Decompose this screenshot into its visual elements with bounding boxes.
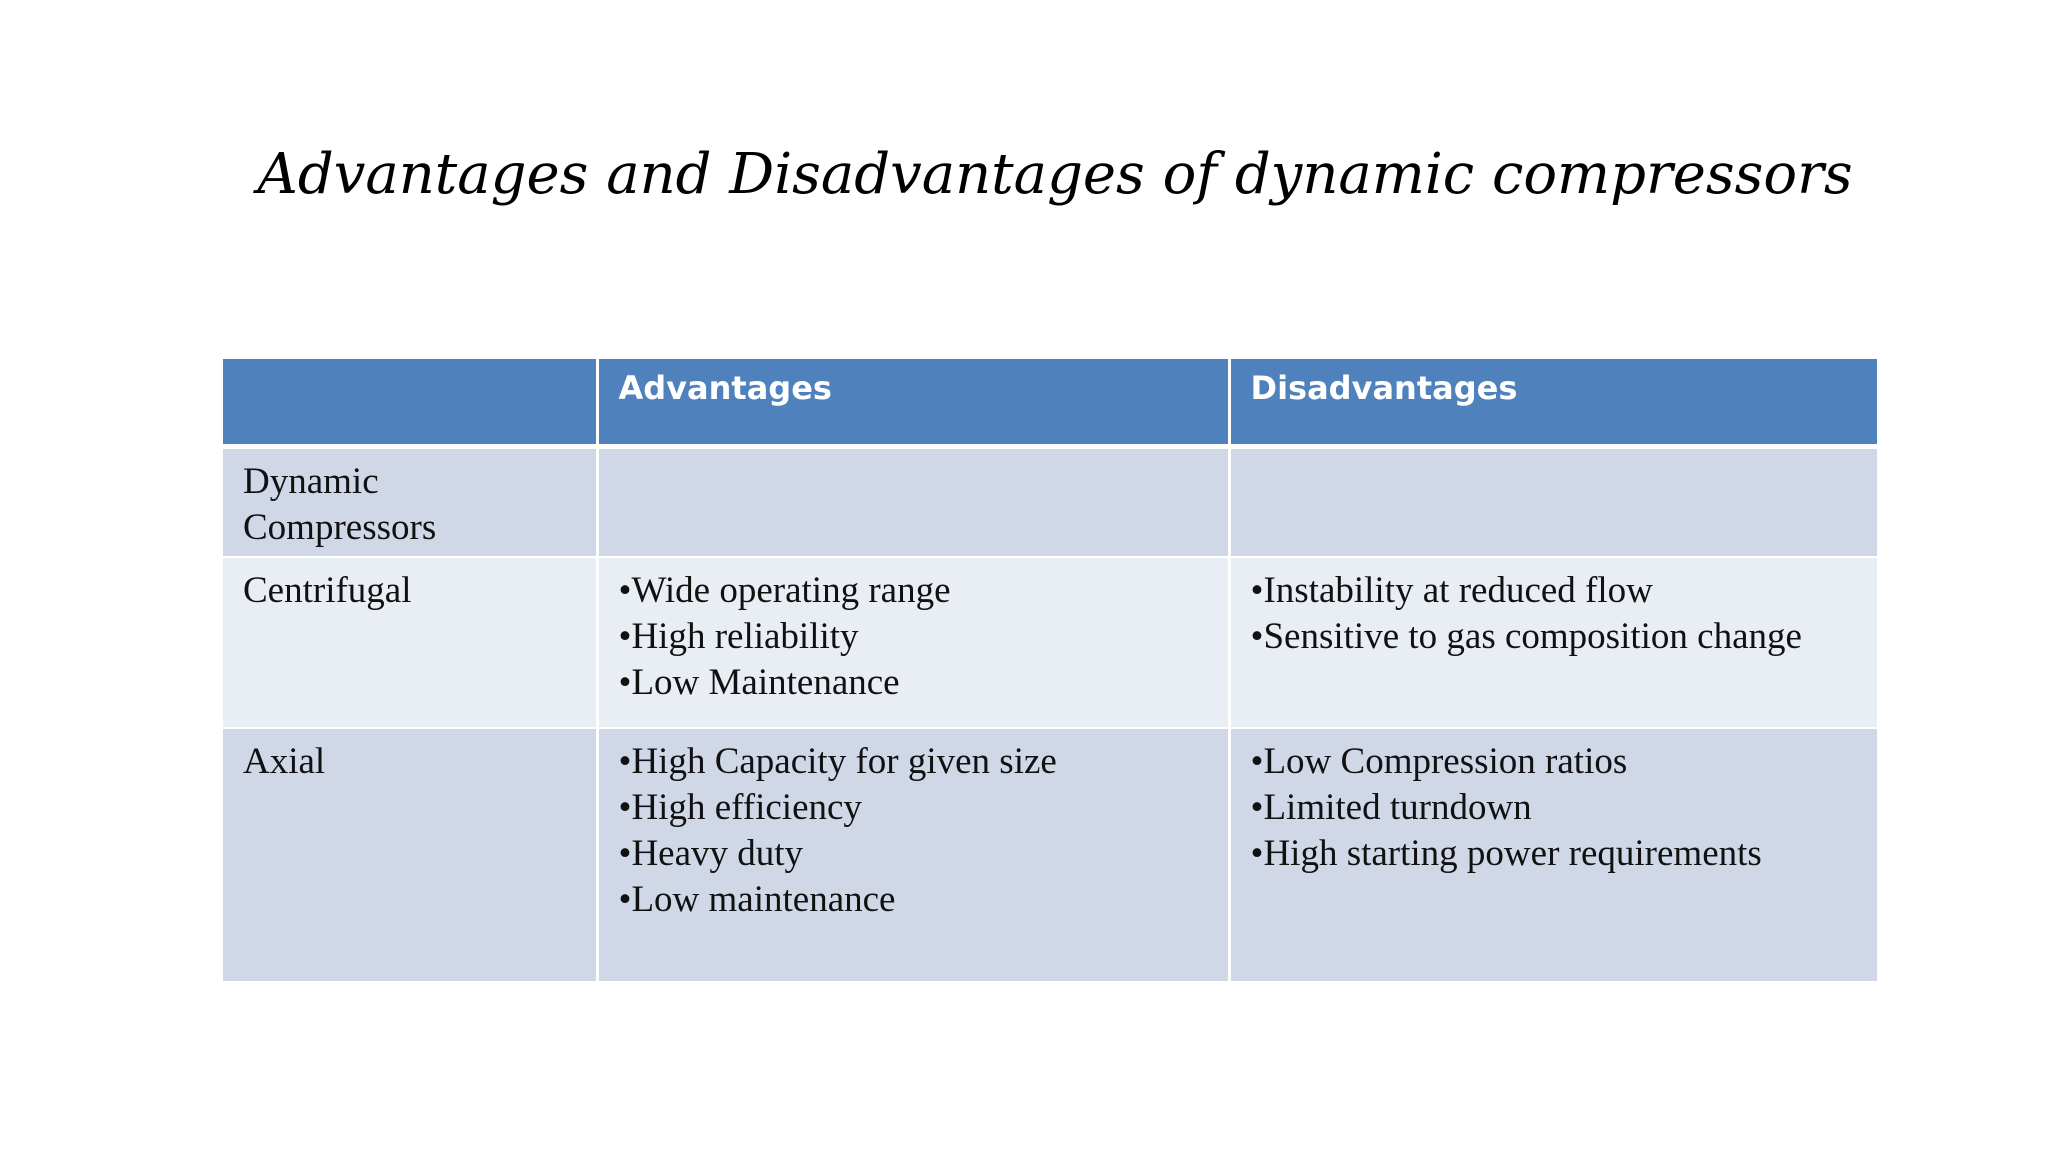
- list-item: •Wide operating range: [618, 570, 951, 611]
- header-cell-disadvantages: Disadvantages: [1229, 359, 1877, 446]
- table-row: [223, 557, 1877, 728]
- list-item: •Low Compression ratios: [1250, 741, 1628, 782]
- row-label: Axial: [223, 728, 597, 982]
- list-item: •High efficiency: [618, 787, 862, 828]
- advantages-cell: [597, 728, 1229, 982]
- table-row: [223, 446, 1877, 557]
- list-item: •Low maintenance: [618, 879, 896, 920]
- disadvantages-cell: [1229, 446, 1877, 557]
- disadvantages-cell: [1229, 728, 1877, 982]
- list-item: •Limited turndown: [1250, 787, 1532, 828]
- row-label: Dynamic Compressors: [223, 446, 597, 557]
- list-item: •Instability at reduced flow: [1250, 570, 1653, 611]
- header-cell-advantages: Advantages: [597, 359, 1229, 446]
- slide-title: Advantages and Disadvantages of dynamic compressors: [257, 142, 1853, 207]
- list-item: •High reliability: [618, 616, 859, 657]
- disadvantages-cell: [1229, 557, 1877, 728]
- advantages-cell: [597, 446, 1229, 557]
- list-item: •High Capacity for given size: [618, 741, 1057, 782]
- header-cell-empty: [223, 359, 597, 446]
- list-item: •Sensitive to gas composition change: [1250, 616, 1802, 657]
- list-item: •Low Maintenance: [618, 662, 900, 703]
- table-header-row: [223, 359, 1877, 446]
- row-label: Centrifugal: [223, 557, 597, 728]
- advantages-cell: [597, 557, 1229, 728]
- list-item: •High starting power requirements: [1250, 833, 1762, 874]
- list-item: •Heavy duty: [618, 833, 804, 874]
- comparison-table: [223, 359, 1877, 983]
- table-row: [223, 728, 1877, 982]
